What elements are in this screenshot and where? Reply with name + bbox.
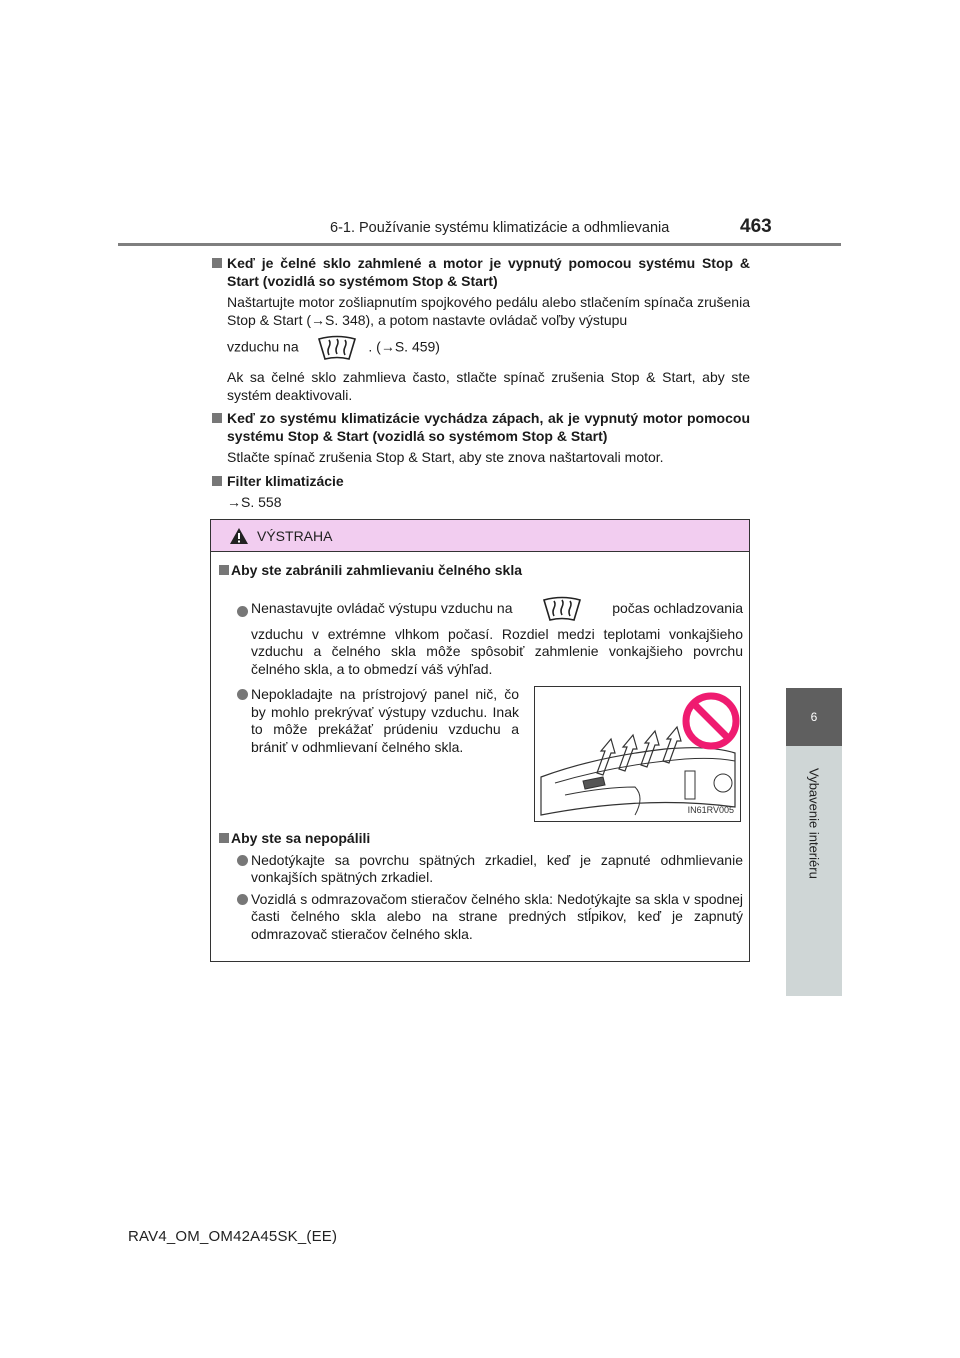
- warning-triangle-icon: [229, 527, 249, 545]
- round-bullet-icon: [237, 894, 248, 905]
- warning-title: VÝSTRAHA: [257, 527, 333, 544]
- warning-subheading: Aby ste sa nepopálili: [219, 830, 743, 848]
- paragraph: Stlačte spínač zrušenia Stop & Start, aby ste znova naštartovali motor.: [227, 449, 664, 465]
- windshield-defroster-icon: [317, 335, 357, 361]
- round-bullet-icon: [237, 855, 248, 866]
- cross-reference[interactable]: →S. 558: [227, 494, 282, 510]
- square-bullet-icon: [212, 258, 222, 268]
- warning-bullet: Nedotýkajte sa povrchu spätných zrkadiel, keď je zapnuté odhmlievanie vonkajších spätných zrkadiel.: [219, 852, 743, 887]
- round-bullet-icon: [237, 606, 248, 617]
- page-number: 463: [740, 216, 772, 237]
- paragraph: Ak sa čelné sklo zahmlieva často, stlačte spínač zrušenia Stop & Start, aby ste systém deaktivovali.: [227, 369, 750, 403]
- header-section-title: 6-1. Používanie systému klimatizácie a odhmlievania: [330, 220, 670, 236]
- section-heading: Filter klimatizácie: [212, 473, 750, 491]
- square-bullet-icon: [212, 413, 222, 423]
- warning-body: [211, 552, 749, 943]
- round-bullet-icon: [237, 689, 248, 700]
- section-heading: Keď zo systému klimatizácie vychádza zápach, ak je vypnutý motor pomocou systému Stop & Start (vozidlá so systémom Stop & Start): [212, 410, 750, 445]
- paragraph: Naštartujte motor zošliapnutím spojkového pedálu alebo stlačením spínača zrušenia Stop & Start (→S. 348), a potom nastavte ovládač voľby výstupu: [227, 294, 750, 328]
- footer-document-code: RAV4_OM_OM42A45SK_(EE): [128, 1228, 338, 1245]
- warning-subheading: Aby ste zabránili zahmlievaniu čelného skla: [219, 562, 743, 580]
- warning-bullet: Vozidlá s odmrazovačom stieračov čelného skla: Nedotýkajte sa skla v spodnej časti čelného skla alebo na strane predných stĺpikov, keď je zapnutý odmrazovač stieračov čelného skla.: [219, 891, 743, 944]
- side-tab-label-text: Vybavenie interiéru: [806, 768, 822, 879]
- windshield-defroster-icon: [542, 596, 582, 622]
- side-tab-label[interactable]: [786, 746, 842, 996]
- header-rule: [118, 243, 841, 246]
- warning-header: [211, 520, 749, 552]
- prohibition-icon: [686, 696, 736, 746]
- warning-bullet: Nenastavujte ovládač výstupu vzduchu na počas ochladzovania vzduchu v extrémne vlhkom počasí. Rozdiel medzi teplotami vonkajšieho vzduchu a čelného skla môže spôsobiť zahmlenie vonkajšieho povrchu čelného skla, a to obmedzí váš výhľad.: [219, 596, 743, 679]
- section-heading: Keď je čelné sklo zahmlené a motor je vypnutý pomocou systému Stop & Start (vozidlá so systémom Stop & Start): [212, 255, 750, 290]
- main-content: [212, 255, 750, 512]
- paragraph-with-icon: vzduchu na . (→S. 459): [212, 335, 750, 361]
- warning-bullet: Nepokladajte na prístrojový panel nič, čo by mohlo prekrývať výstupy vzduchu. Inak to môže prekážať prúdeniu vzduchu a brániť v odhmlievaní čelného skla.: [219, 686, 519, 756]
- square-bullet-icon: [219, 565, 229, 575]
- dashboard-illustration: [534, 686, 741, 822]
- figure-code: IN61RV005: [687, 804, 734, 815]
- warning-box: [210, 519, 750, 962]
- side-tab-number[interactable]: 6: [786, 688, 842, 746]
- bullet-with-figure: [219, 686, 743, 822]
- square-bullet-icon: [219, 833, 229, 843]
- square-bullet-icon: [212, 476, 222, 486]
